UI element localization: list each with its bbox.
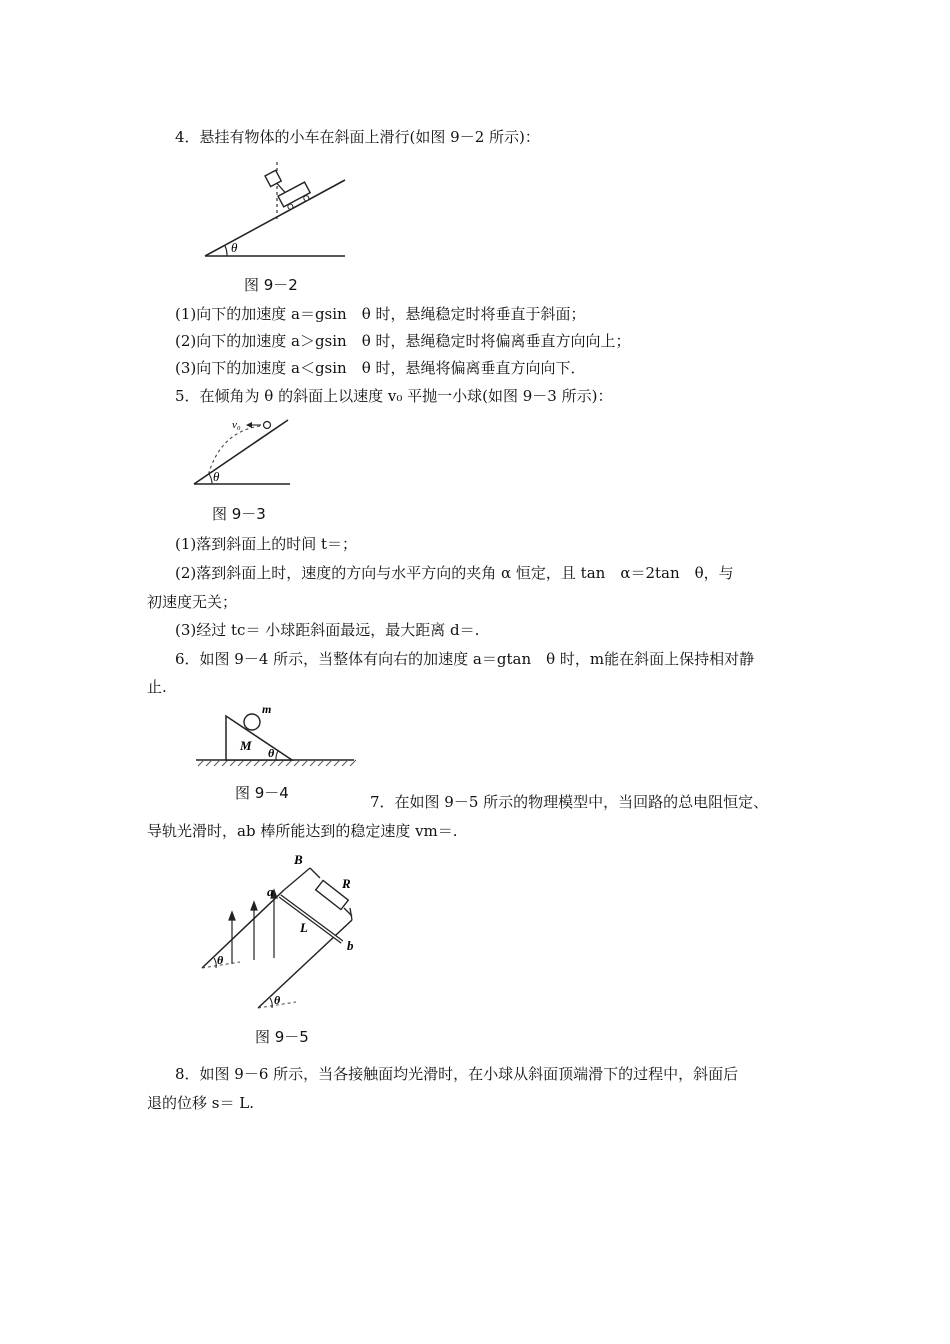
fig9-5-L: L: [300, 920, 308, 935]
figure-9-3: [190, 414, 300, 490]
fig9-5-a: a: [267, 884, 274, 899]
fig9-5-theta2: θ: [274, 993, 281, 1007]
fig9-5-theta1: θ: [217, 953, 224, 967]
item5-case2-line1: (2)落到斜面上时，速度的方向与水平方向的夹角 α 恒定，且 tan α＝2tan θ，与: [175, 564, 734, 582]
fig9-2-caption: 图 9－2: [244, 276, 298, 294]
item8-line1: 8．如图 9－6 所示，当各接触面均光滑时，在小球从斜面顶端滑下的过程中，斜面后: [175, 1065, 739, 1083]
item7-line1: 7．在如图 9－5 所示的物理模型中，当回路的总电阻恒定、: [370, 793, 769, 811]
fig9-4-M: M: [240, 738, 252, 753]
item5-case2-line2: 初速度无关；: [147, 593, 238, 611]
item4-title: 4．悬挂有物体的小车在斜面上滑行(如图 9－2 所示)：: [175, 128, 540, 146]
figure-9-5: [192, 850, 372, 1012]
item5-title: 5．在倾角为 θ 的斜面上以速度 v₀ 平抛一小球(如图 9－3 所示)：: [175, 387, 613, 405]
item4-case1: (1)向下的加速度 a＝gsin θ 时，悬绳稳定时将垂直于斜面；: [175, 305, 586, 323]
fig9-5-B: B: [294, 852, 303, 867]
fig9-3-caption: 图 9－3: [212, 505, 266, 523]
fig9-4-theta: θ: [268, 746, 275, 760]
item8-line2: 退的位移 s＝ L.: [147, 1094, 254, 1112]
item7-line2: 导轨光滑时，ab 棒所能达到的稳定速度 vm＝.: [147, 822, 458, 840]
item5-case1: (1)落到斜面上的时间 t＝；: [175, 535, 358, 553]
fig9-5-R: R: [342, 876, 351, 891]
item6-line2: 止.: [147, 678, 167, 696]
item5-case3: (3)经过 tc＝ 小球距斜面最远，最大距离 d＝.: [175, 621, 480, 639]
fig9-5-b: b: [347, 938, 354, 953]
fig9-3-v0: v₀: [232, 419, 241, 431]
figure-9-2: [195, 160, 360, 262]
figure-9-4: [194, 700, 358, 772]
fig9-4-caption: 图 9－4: [235, 784, 289, 802]
item4-case2: (2)向下的加速度 a＞gsin θ 时，悬绳稳定时将偏离垂直方向向上；: [175, 332, 631, 350]
item6-line1: 6．如图 9－4 所示，当整体有向右的加速度 a＝gtan θ 时，m能在斜面上保持相对静: [175, 650, 755, 668]
fig9-5-caption: 图 9－5: [255, 1028, 309, 1046]
fig9-4-m: m: [262, 702, 272, 716]
fig9-3-theta: θ: [213, 469, 220, 484]
fig9-2-theta: θ: [231, 240, 238, 255]
item4-case3: (3)向下的加速度 a＜gsin θ 时，悬绳将偏离垂直方向向下．: [175, 359, 586, 377]
